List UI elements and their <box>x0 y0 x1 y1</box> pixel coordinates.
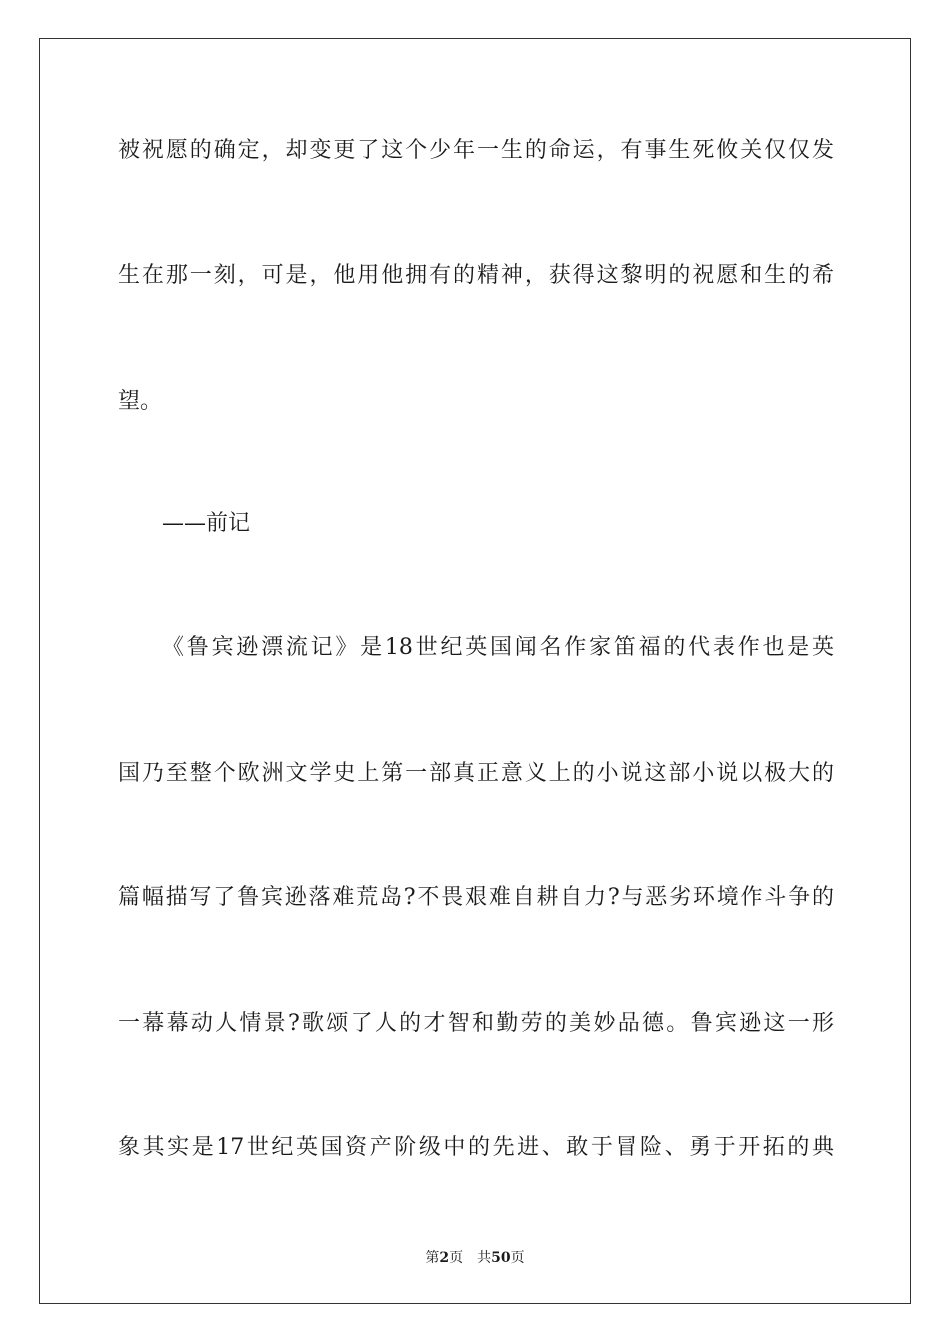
body-line-8: 象其实是17世纪英国资产阶级中的先进、敢于冒险、勇于开拓的典 <box>118 1135 834 1160</box>
footer-total-suffix: 页 <box>510 1250 525 1266</box>
body-line-4: 《鲁宾逊漂流记》是18世纪英国闻名作家笛福的代表作也是英 <box>162 635 834 660</box>
page-frame <box>39 38 911 1304</box>
footer-total-prefix: 共 <box>477 1250 492 1266</box>
footer-page-suffix: 页 <box>449 1250 464 1266</box>
footer-page-prefix: 第 <box>425 1250 440 1266</box>
body-line-6: 篇幅描写了鲁宾逊落难荒岛?不畏艰难自耕自力?与恶劣环境作斗争的 <box>118 885 834 910</box>
footer-page-number: 2 <box>439 1250 450 1266</box>
body-line-1: 被祝愿的确定，却变更了这个少年一生的命运，有事生死攸关仅仅发 <box>118 138 834 163</box>
body-line-7: 一幕幕动人情景?歌颂了人的才智和勤劳的美妙品德。鲁宾逊这一形 <box>118 1011 834 1036</box>
body-line-2: 生在那一刻，可是，他用他拥有的精神，获得这黎明的祝愿和生的希 <box>118 263 834 288</box>
body-line-5: 国乃至整个欧洲文学史上第一部真正意义上的小说这部小说以极大的 <box>118 761 834 786</box>
section-mark-preface: ——前记 <box>162 511 251 536</box>
body-line-3: 望。 <box>118 389 163 414</box>
footer-total-pages: 50 <box>491 1250 511 1266</box>
page-footer <box>0 1247 950 1267</box>
